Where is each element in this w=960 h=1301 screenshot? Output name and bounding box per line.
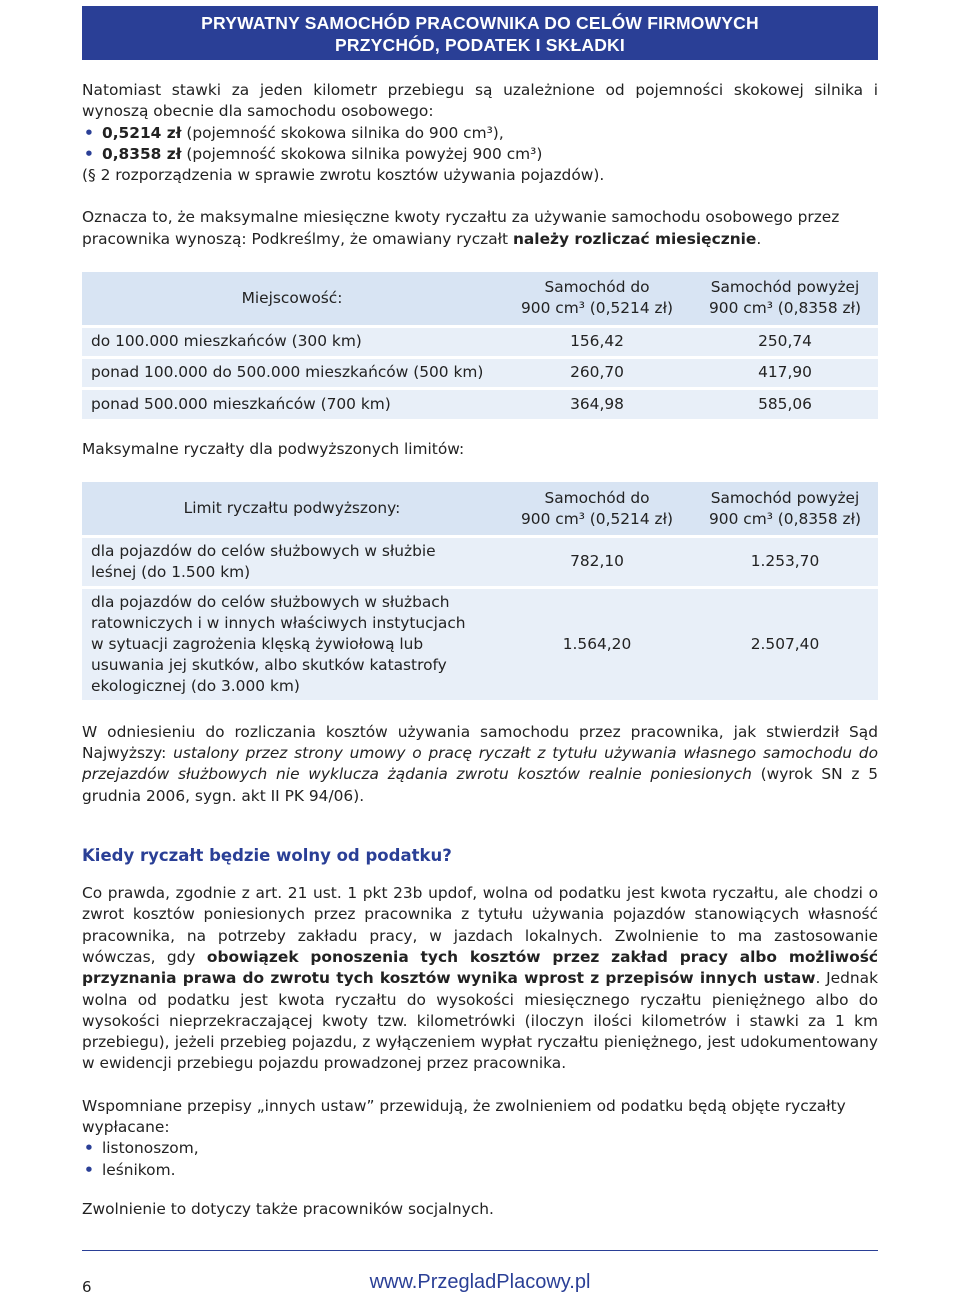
tax-text-end: . Jednak wolna od podatku jest kwota ryczałtu do wysokości miesięcznego ryczałtu pieniężnego albo do wysokości nieprzekraczającej kwoty tzw. kilometrówki (iloczyn ilości kilometrów i stawki za 1 km przebiegu), jeżeli przebieg pojazdu, z wyłączeniem wypłat ryczałtu pieniężnego, jest udokumentowany w ewidencji przebiegu pojazdu prowadzonej przez pracownika. bbox=[82, 969, 878, 1073]
monthly-paragraph bbox=[82, 207, 878, 250]
social-note: Zwolnienie to dotyczy także pracowników socjalnych. bbox=[82, 1199, 494, 1218]
rate-desc: (pojemność skokowa silnika do 900 cm³), bbox=[181, 123, 504, 142]
header-subtitle: PRZYCHÓD, PODATEK I SKŁADKI bbox=[335, 35, 625, 55]
place-cell: do 100.000 mieszkańców (300 km) bbox=[82, 326, 502, 357]
monthly-bold: należy rozliczać miesięcznie bbox=[512, 229, 757, 248]
bullet-icon: • bbox=[84, 144, 94, 163]
section-title: Kiedy ryczałt będzie wolny od podatku? bbox=[82, 846, 452, 866]
place-cell: ponad 500.000 mieszkańców (700 km) bbox=[82, 388, 502, 419]
value-cell: 417,90 bbox=[692, 357, 878, 388]
list-item bbox=[82, 1138, 878, 1159]
monthly-end: . bbox=[756, 229, 762, 248]
court-paragraph bbox=[82, 722, 878, 807]
header-cell bbox=[502, 482, 692, 536]
limit-desc-cell: dla pojazdów do celów służbowych w służbie leśnej (do 1.500 km) bbox=[82, 536, 502, 587]
header-cell: Miejscowość: bbox=[82, 272, 502, 326]
value-cell: 782,10 bbox=[502, 536, 692, 587]
monthly-text: Oznacza to, że maksymalne miesięczne kwoty ryczałtu za używanie samochodu osobowego przez pracownika wynoszą: Podkreślmy, że omawiany ryczałt bbox=[82, 208, 840, 248]
tax-text: Co prawda, zgodnie z art. 21 ust. 1 pkt 23b updof, wolna od podatku jest kwota ryczałtu, ale chodzi o zwrot kosztów poniesionych przez pracownika z tytułu używania pojazdów stanowiących własność pracownika, na potrzeby zakładu pracy, w jazdach lokalnych. Zwolnienie to ma zastosowanie wówczas, gdy bbox=[82, 884, 878, 966]
limit-desc-cell: dla pojazdów do celów służbowych w służbach ratowniczych i w innych właściwych instytucjach w sytuacji zagrożenia klęską żywiołową lub usuwania jej skutków, albo skutków katastrofy ekologicznej (do 3.000 km) bbox=[82, 587, 502, 700]
table-row bbox=[82, 587, 878, 700]
tax-bold: obowiązek ponoszenia tych kosztów przez zakład pracy albo możliwość przyznania prawa do zwrotu tych kosztów wynika wprost z przepisów innych ustaw bbox=[82, 947, 879, 988]
header-line: 900 cm³ (0,8358 zł) bbox=[709, 299, 861, 318]
header-line: Samochód powyżej bbox=[710, 278, 860, 297]
limits-intro: Maksymalne ryczałty dla podwyższonych limitów: bbox=[82, 440, 465, 459]
table-row bbox=[82, 388, 878, 419]
bullet-icon: • bbox=[84, 1139, 94, 1158]
rate-value: 0,5214 zł bbox=[102, 123, 182, 142]
table-row bbox=[82, 326, 878, 357]
header-line: Samochód powyżej bbox=[710, 488, 860, 507]
header-banner bbox=[82, 6, 878, 60]
header-line: 900 cm³ (0,5214 zł) bbox=[521, 299, 673, 318]
court-quote: ustalony przez strony umowy o pracę ryczałt z tytułu używania własnego samochodu do przejazdów służbowych nie wyklucza żądania zwrotu kosztów realnie poniesionych bbox=[82, 744, 878, 784]
article-body bbox=[82, 80, 878, 1220]
source-note: (§ 2 rozporządzenia w sprawie zwrotu kosztów używania pojazdów). bbox=[82, 166, 605, 185]
list-item bbox=[82, 144, 878, 165]
rates-list bbox=[82, 123, 878, 166]
list-item bbox=[82, 123, 878, 144]
header-line: Samochód do bbox=[544, 278, 650, 297]
tax-paragraph bbox=[82, 883, 878, 1075]
website-link[interactable]: www.PrzegladPlacowy.pl bbox=[369, 1271, 591, 1293]
recipients-list bbox=[82, 1138, 878, 1181]
page-footer bbox=[82, 1250, 878, 1296]
value-cell: 585,06 bbox=[692, 388, 878, 419]
rates-table bbox=[82, 272, 878, 419]
header-line: 900 cm³ (0,5214 zł) bbox=[521, 509, 673, 528]
place-cell: ponad 100.000 do 500.000 mieszkańców (500 km) bbox=[82, 357, 502, 388]
header-cell bbox=[692, 482, 878, 536]
court-citation: (wyrok SN z 5 grudnia 2006, sygn. akt II PK 94/06). bbox=[82, 765, 878, 805]
table-row bbox=[82, 536, 878, 587]
header-cell bbox=[502, 272, 692, 326]
bullet-icon: • bbox=[84, 1160, 94, 1179]
header-title: PRYWATNY SAMOCHÓD PRACOWNIKA DO CELÓW FIRMOWYCH bbox=[201, 13, 759, 33]
recipient: leśnikom. bbox=[102, 1160, 176, 1179]
bullet-icon: • bbox=[84, 123, 94, 142]
header-cell: Limit ryczałtu podwyższony: bbox=[82, 482, 502, 536]
recipient: listonoszom, bbox=[102, 1139, 199, 1158]
value-cell: 364,98 bbox=[502, 388, 692, 419]
value-cell: 2.507,40 bbox=[692, 587, 878, 700]
value-cell: 1.564,20 bbox=[502, 587, 692, 700]
value-cell: 156,42 bbox=[502, 326, 692, 357]
value-cell: 250,74 bbox=[692, 326, 878, 357]
header-line: 900 cm³ (0,8358 zł) bbox=[709, 509, 861, 528]
limits-table bbox=[82, 482, 878, 700]
other-acts-paragraph: Wspomniane przepisy „innych ustaw” przewidują, że zwolnieniem od podatku będą objęte ryczałty wypłacane: bbox=[82, 1096, 846, 1137]
table-row bbox=[82, 357, 878, 388]
header-cell bbox=[692, 272, 878, 326]
value-cell: 1.253,70 bbox=[692, 536, 878, 587]
value-cell: 260,70 bbox=[502, 357, 692, 388]
rate-value: 0,8358 zł bbox=[102, 144, 182, 163]
page-number: 6 bbox=[82, 1278, 92, 1296]
court-text: W odniesieniu do rozliczania kosztów używania samochodu przez pracownika, jak stwierdził Sąd Najwyższy: bbox=[82, 722, 878, 763]
intro-paragraph: Natomiast stawki za jeden kilometr przebiegu są uzależnione od pojemności skokowej silnika i wynoszą obecnie dla samochodu osobowego: bbox=[82, 81, 878, 121]
rate-desc: (pojemność skokowa silnika powyżej 900 cm³) bbox=[181, 144, 543, 163]
list-item bbox=[82, 1160, 878, 1181]
header-line: Samochód do bbox=[544, 488, 650, 507]
